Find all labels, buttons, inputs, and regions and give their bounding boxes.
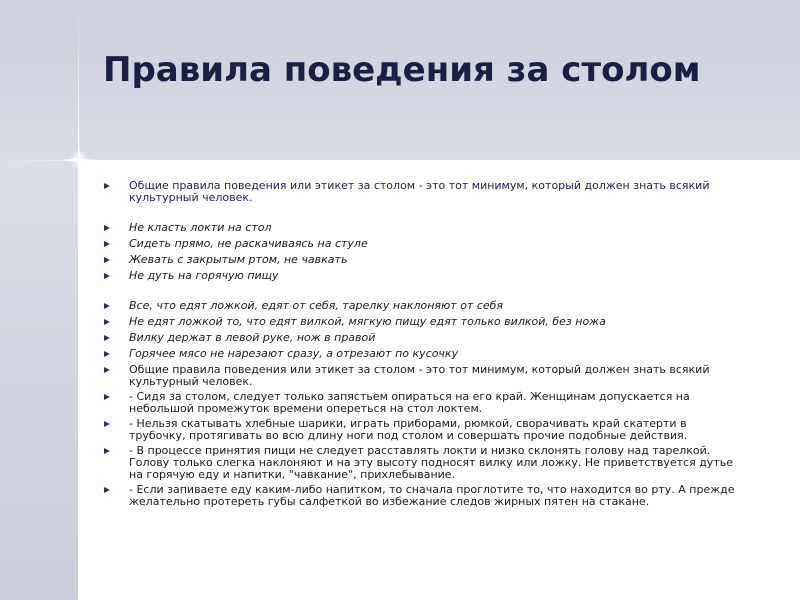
bullet-arrow-icon: [104, 273, 110, 279]
item-text: - Если запиваете еду каким-либо напитком, то сначала проглотите то, что находится во рту. А прежде желательно протереть губы салфеткой во избежание следов жирных пятен на стакане.: [129, 483, 735, 508]
item-text: Не едят ложкой то, что едят вилкой, мягкую пищу едят только вилкой, без ножа: [129, 315, 606, 328]
content-list: [104, 180, 744, 511]
list-item: [104, 238, 744, 250]
item-text: Общие правила поведения или этикет за столом - это тот минимум, который должен знать всякий культурный человек.: [129, 179, 710, 204]
list-item: [104, 222, 744, 234]
spacer: [104, 204, 744, 222]
bullet-arrow-icon: [104, 335, 110, 341]
bullet-arrow-icon: [104, 257, 110, 263]
list-item: [104, 484, 744, 508]
bullet-arrow-icon: [104, 367, 110, 373]
item-text: Не класть локти на стол: [129, 221, 272, 234]
vertical-divider: [78, 0, 79, 600]
bullet-arrow-icon: [104, 394, 110, 400]
item-text: Сидеть прямо, не раскачиваясь на стуле: [129, 237, 368, 250]
list-item: [104, 316, 744, 328]
list-item-intro: [104, 180, 744, 204]
left-band: [0, 160, 78, 600]
spacer: [104, 286, 744, 300]
list-item: [104, 364, 744, 388]
bullet-arrow-icon: [104, 241, 110, 247]
item-text: Горячее мясо не нарезают сразу, а отрезают по кусочку: [129, 347, 459, 360]
horizontal-divider: [0, 160, 800, 161]
bullet-arrow-icon: [104, 225, 110, 231]
list-item: [104, 418, 744, 442]
item-text: Общие правила поведения или этикет за столом - это тот минимум, который должен знать всякий культурный человек.: [129, 363, 710, 388]
bullet-arrow-icon: [104, 303, 110, 309]
list-item: [104, 254, 744, 266]
item-text: Жевать с закрытым ртом, не чавкать: [129, 253, 348, 266]
list-item: [104, 348, 744, 360]
list-item: [104, 270, 744, 282]
item-text: - Нельзя скатывать хлебные шарики, играть приборами, рюмкой, сворачивать край скатерти в трубочку, протягивать во всю длину ноги под столом и совершать прочие подобные действия.: [129, 417, 688, 442]
list-item: [104, 332, 744, 344]
item-text: Все, что едят ложкой, едят от себя, тарелку наклоняют от себя: [129, 299, 504, 312]
slide-title: Правила поведения за столом: [103, 50, 701, 90]
list-item: [104, 445, 744, 481]
bullet-arrow-icon: [104, 351, 110, 357]
item-text: - В процессе принятия пищи не следует расставлять локти и низко склонять голову над тарелкой. Голову только слегка наклоняют и на эту высоту подносят вилку или ложку. Не приветствуется дутье на горячую еду и напитки, "чавкание", прихлебывание.: [129, 444, 733, 481]
item-text: - Сидя за столом, следует только запястьем опираться на его край. Женщинам допускается на небольшой промежуток времени опереться на стол локтем.: [129, 390, 690, 415]
item-text: Вилку держат в левой руке, нож в правой: [129, 331, 376, 344]
sparkle-star-icon: [59, 140, 99, 180]
bullet-arrow-icon: [104, 183, 110, 189]
bullet-arrow-icon: [104, 421, 110, 427]
bullet-arrow-icon: [104, 319, 110, 325]
list-item: [104, 391, 744, 415]
bullet-arrow-icon: [104, 487, 110, 493]
list-item: [104, 300, 744, 312]
item-text: Не дуть на горячую пищу: [129, 269, 279, 282]
bullet-arrow-icon: [104, 448, 110, 454]
